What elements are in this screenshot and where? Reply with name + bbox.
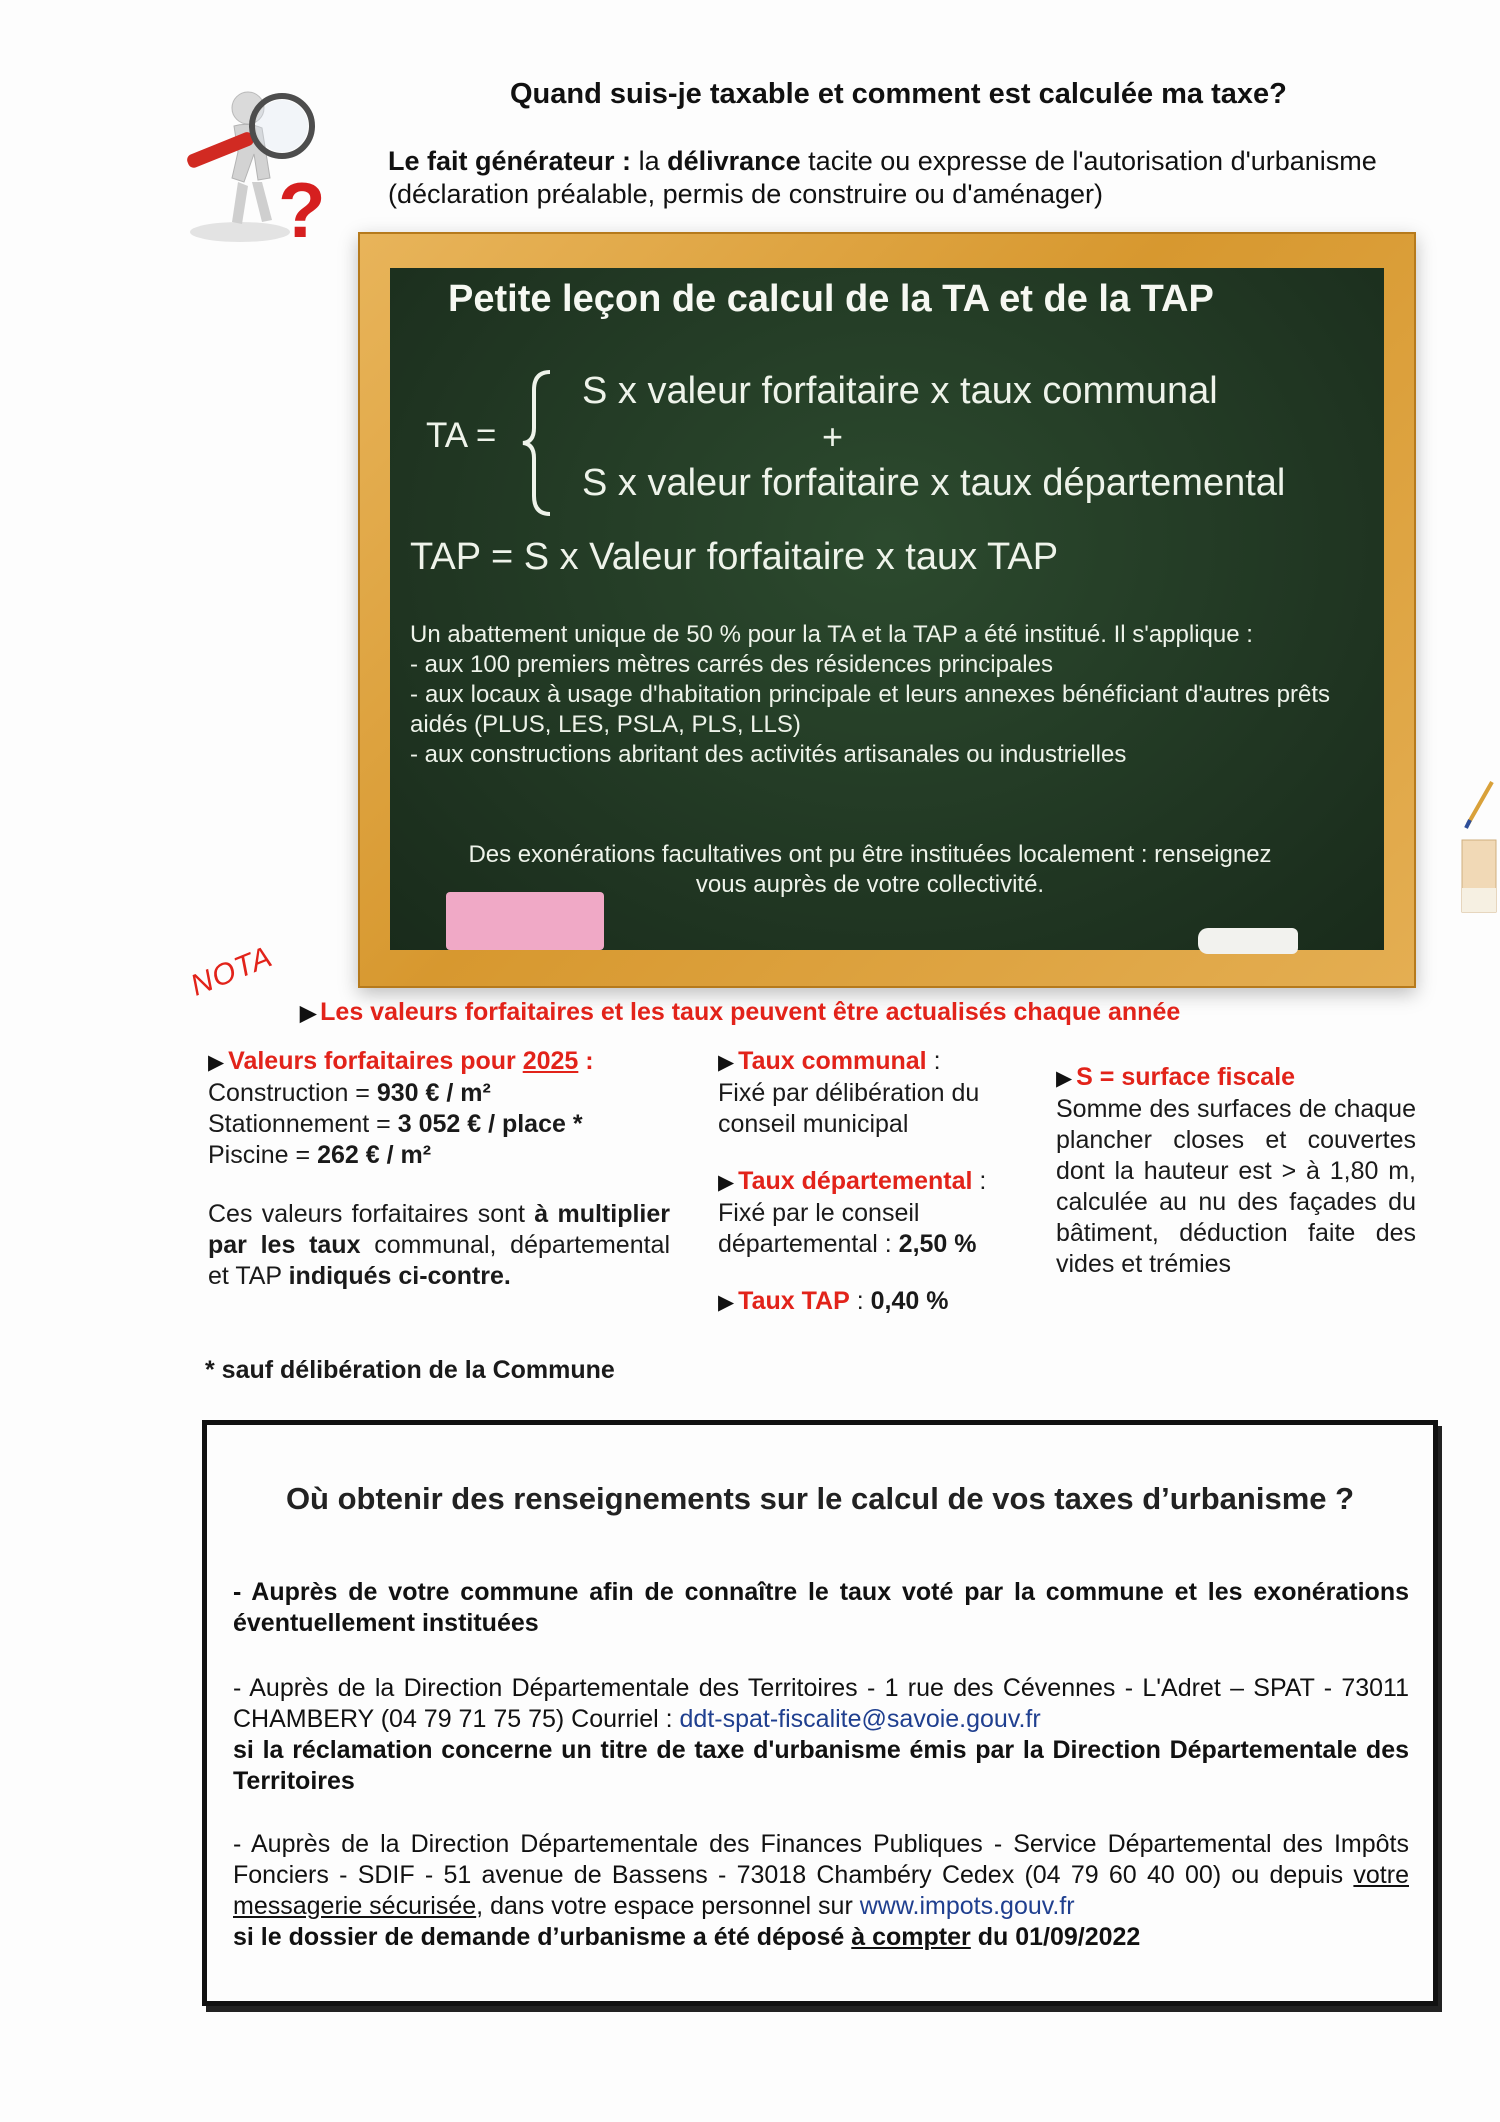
ddt-email-link[interactable]: ddt-spat-fiscalite@savoie.gouv.fr [679, 1705, 1041, 1733]
surface-heading [1056, 1062, 1416, 1094]
ta-formula-communal: S x valeur forfaitaire x taux communal [582, 370, 1218, 412]
curly-brace-icon [520, 368, 554, 518]
chalkboard-title: Petite leçon de calcul de la TA et de la TAP [448, 278, 1214, 320]
valeurs-heading [208, 1046, 670, 1078]
abattement-line: Un abattement unique de 50 % pour la TA et la TAP a été institué. Il s'applique : [410, 621, 1253, 648]
taux-departemental-desc: Fixé par le conseil départemental : [718, 1199, 920, 1258]
nota-line [300, 998, 1180, 1027]
ta-formula-departemental: S x valeur forfaitaire x taux départemental [582, 462, 1286, 504]
taux-departemental-colon: : [972, 1167, 987, 1195]
ddfip-condition-2: du 01/09/2022 [970, 1923, 1141, 1951]
stationnement-label: Stationnement = [208, 1110, 398, 1138]
ddt-text: - Auprès de la Direction Départementale des Territoires - 1 rue des Cévennes - L'Adret – SPAT - 73011 CHAMBERY (04 79 71 75 75) Courriel : [233, 1674, 1409, 1733]
arrow-right-icon: ▶ [718, 1171, 735, 1194]
stationnement-value: 3 052 € / place * [397, 1110, 583, 1138]
nota-text: Les valeurs forfaitaires et les taux peuvent être actualisés chaque année [320, 998, 1181, 1026]
taux-tap-value: 0,40 % [870, 1287, 949, 1315]
renseignements-box [202, 1420, 1438, 2006]
valeurs-heading-year: 2025 [522, 1047, 579, 1075]
magnifier-question-figure-icon [178, 82, 328, 252]
construction-value: 930 € / m² [376, 1079, 491, 1107]
fait-generateur-paragraph [388, 145, 1418, 211]
commune-paragraph: - Auprès de votre commune afin de connaître le taux voté par la commune et les exonérations éventuellement instituées [233, 1578, 1409, 1637]
impots-gouv-link[interactable]: www.impots.gouv.fr [859, 1892, 1075, 1920]
multiplier-note [208, 1199, 670, 1292]
stationnement-row [208, 1109, 670, 1140]
taux-communal-text: Fixé par délibération du conseil municipal [718, 1079, 980, 1138]
taux-tap-row [718, 1286, 1038, 1318]
piscine-label: Piscine = [208, 1141, 318, 1169]
arrow-right-icon: ▶ [208, 1051, 225, 1074]
piscine-row [208, 1140, 670, 1171]
piscine-value: 262 € / m² [317, 1141, 432, 1169]
ddt-paragraph [233, 1673, 1409, 1797]
ta-label: TA = [426, 416, 497, 455]
taux-tap-label: Taux TAP [738, 1287, 850, 1315]
surface-definition: Somme des surfaces de chaque plancher closes et couvertes dont la hauteur est > à 1,80 m, calculée au nu des façades du bâtiment, déduction faite des vides et trémies [1056, 1095, 1416, 1278]
surface-fiscale-column [1056, 1062, 1416, 1280]
arrow-right-icon: ▶ [300, 1002, 317, 1025]
construction-label: Construction = [208, 1079, 377, 1107]
abattement-line: - aux constructions abritant des activités artisanales ou industrielles [410, 741, 1127, 768]
chalkboard [390, 268, 1384, 950]
sauf-deliberation-note: * sauf délibération de la Commune [205, 1356, 615, 1384]
messagerie-securisee-link[interactable]: votre messagerie sécurisée [233, 1861, 1409, 1920]
arrow-right-icon: ▶ [1056, 1067, 1073, 1090]
taux-departemental-text [718, 1198, 1038, 1260]
taux-column [718, 1046, 1038, 1318]
taux-communal-label: Taux communal [738, 1047, 927, 1075]
ddfip-text: - Auprès de la Direction Départementale des Finances Publiques - Service Départemental des Impôts Fonciers - SDIF - 51 avenue de Bassens - 73018 Chambéry Cedex (04 79 60 40 00) ou depuis [233, 1830, 1409, 1889]
exonerations-text: Des exonérations facultatives ont pu être instituées localement : renseignez vous auprès de votre collectivité. [468, 841, 1272, 898]
multiplier-text-1: Ces valeurs forfaitaires sont [208, 1200, 535, 1228]
pencil-banknote-icon [1458, 780, 1498, 920]
formula-plus: + [822, 416, 844, 457]
abattement-line: - aux locaux à usage d'habitation principale et leurs annexes bénéficiant d'autres prêts aidés (PLUS, LES, PSLA, PLS, LLS) [410, 681, 1330, 738]
arrow-right-icon: ▶ [718, 1051, 735, 1074]
taux-departemental-label: Taux départemental [738, 1167, 973, 1195]
chalk-stick [1198, 928, 1298, 954]
box-title: Où obtenir des renseignements sur le calcul de vos taxes d’urbanisme ? [285, 1481, 1355, 1516]
nota-stamp: NOTA [186, 940, 278, 1003]
ddfip-text-2: , dans votre espace personnel sur [476, 1892, 860, 1920]
taux-departemental-value: 2,50 % [898, 1230, 977, 1258]
eraser [446, 892, 604, 950]
fait-text-1: la [631, 146, 668, 176]
taux-communal-colon: : [926, 1047, 941, 1075]
taux-departemental-heading [718, 1166, 1038, 1198]
ddt-condition: si la réclamation concerne un titre de taxe d'urbanisme émis par la Direction Départementale des Territoires [233, 1736, 1409, 1795]
valeurs-forfaitaires-column [208, 1046, 670, 1292]
taux-communal-heading [718, 1046, 1038, 1078]
fait-text-2: tacite ou expresse de l'autorisation d'urbanisme (déclaration préalable, permis de construire ou d'aménager) [388, 146, 1377, 209]
valeurs-heading-colon: : [578, 1047, 594, 1075]
abattement-line: - aux 100 premiers mètres carrés des résidences principales [410, 651, 1053, 678]
fait-strong: délivrance [667, 146, 801, 176]
construction-row [208, 1078, 670, 1109]
multiplier-text-3: communal, départemental et TAP [208, 1231, 670, 1290]
taux-tap-colon: : [849, 1287, 871, 1315]
svg-text:?: ? [278, 166, 326, 252]
tap-formula: TAP = S x Valeur forfaitaire x taux TAP [410, 536, 1059, 578]
multiplier-text-2: à multiplier par les taux [208, 1200, 670, 1259]
ddfip-paragraph [233, 1829, 1409, 1953]
ddfip-condition-underlined: à compter [851, 1923, 971, 1951]
fait-generateur-label: Le fait générateur : [388, 146, 632, 176]
surface-heading-text: S = surface fiscale [1076, 1063, 1296, 1091]
ddfip-condition-1: si le dossier de demande d’urbanisme a été déposé [233, 1923, 852, 1951]
arrow-right-icon: ▶ [718, 1291, 735, 1314]
section-question-title: Quand suis-je taxable et comment est calculée ma taxe? [510, 78, 1287, 110]
abattement-text [410, 620, 1330, 770]
multiplier-text-4: indiqués ci-contre. [288, 1262, 511, 1290]
valeurs-heading-text: Valeurs forfaitaires pour [228, 1047, 523, 1075]
